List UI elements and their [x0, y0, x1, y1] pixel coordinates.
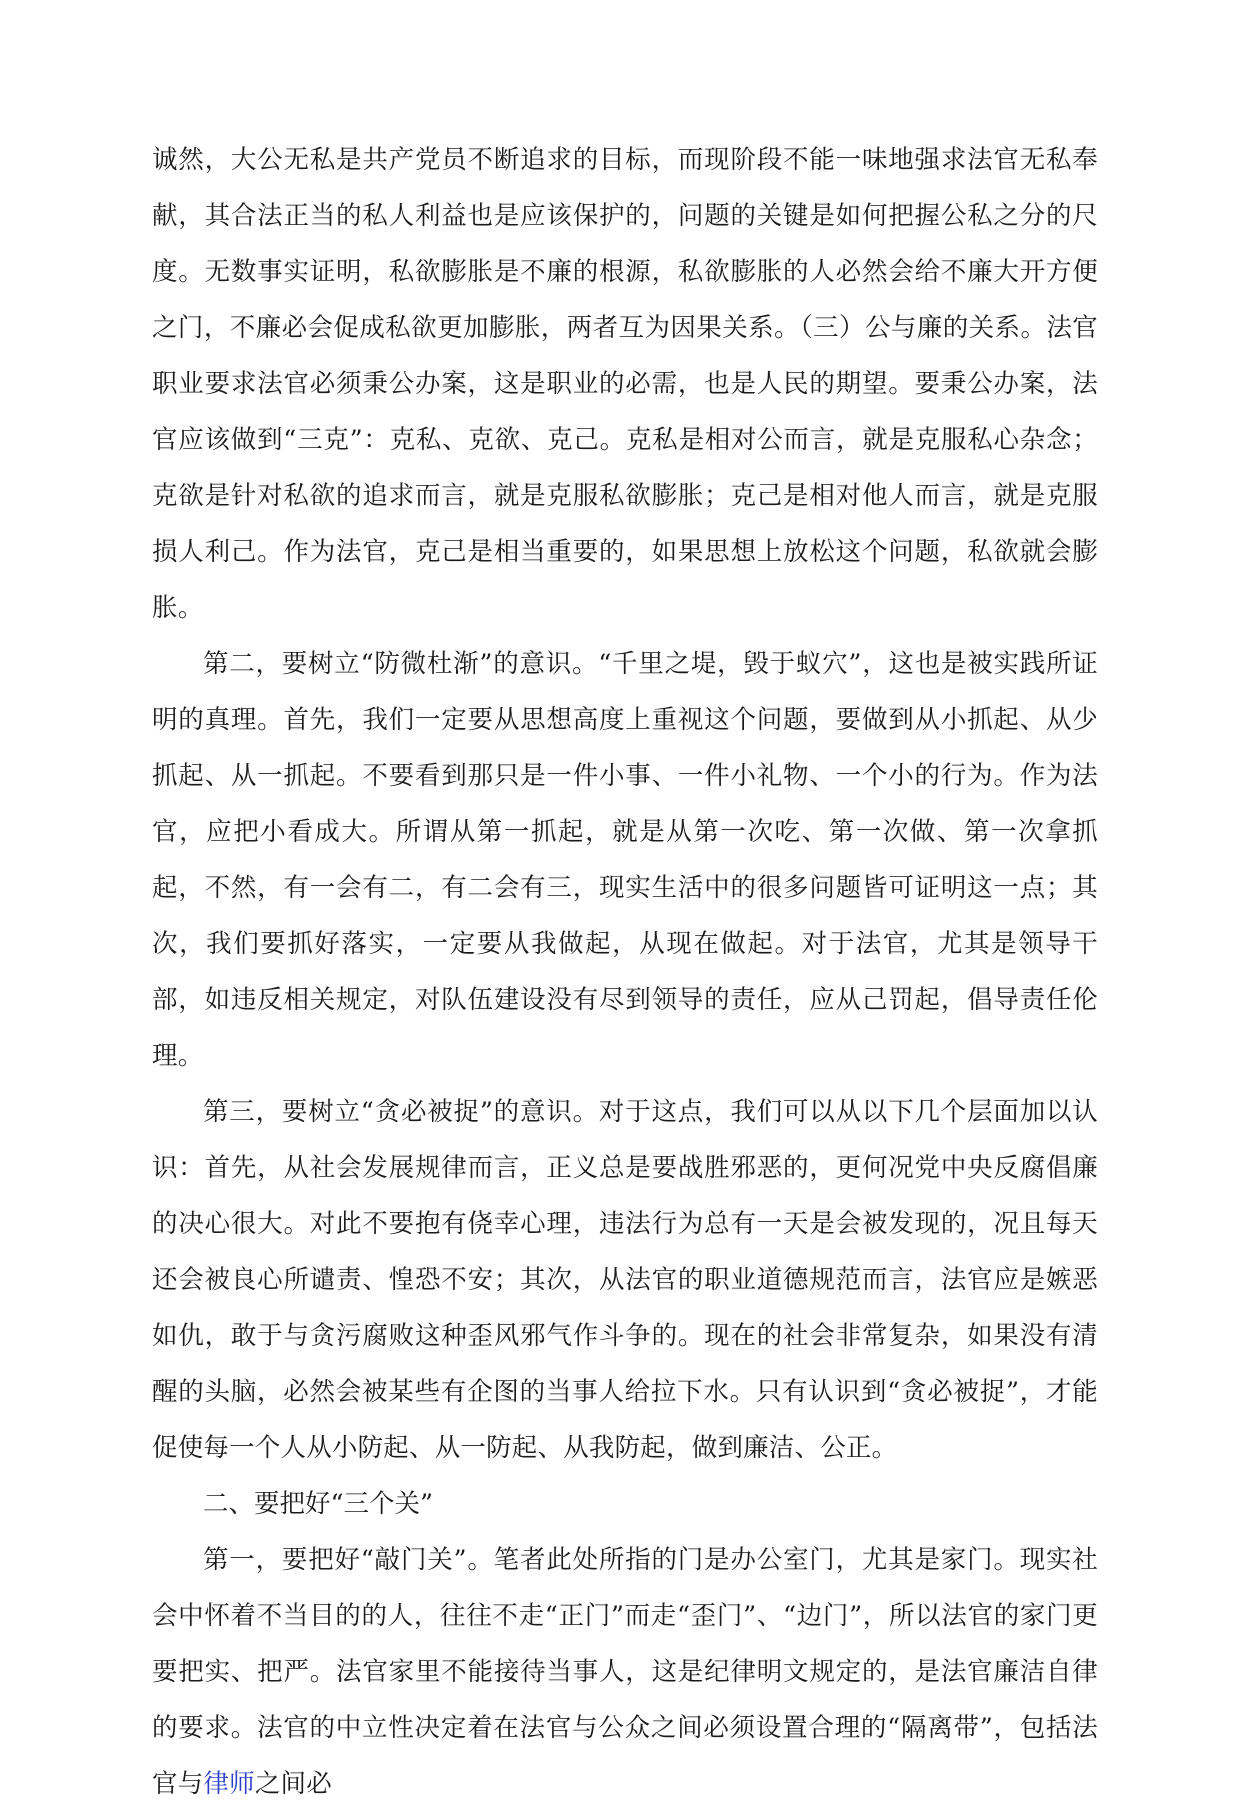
paragraph-4-text-before: 第一，要把好“敲门关”。笔者此处所指的门是办公室门，尤其是家门。现实社会中怀着不当目的的人，往往不走“正门”而走“歪门”、“边门”，所以法官的家门更要把实、把严。法官家里不能接待当事人，这是纪律明文规定的，是法官廉洁自律的要求。法官的中立性决定着在法官与公众之间必须设置合理的“隔离带”，包括法官与	[152, 1545, 1098, 1799]
document-page	[152, 132, 1098, 1812]
paragraph-2: 第二，要树立“防微杜渐”的意识。“千里之堤，毁于蚁穴”，这也是被实践所证明的真理。首先，我们一定要从思想高度上重视这个问题，要做到从小抓起、从少抓起、从一抓起。不要看到那只是一件小事、一件小礼物、一个小的行为。作为法官，应把小看成大。所谓从第一抓起，就是从第一次吃、第一次做、第一次拿抓起，不然，有一会有二，有二会有三，现实生活中的很多问题皆可证明这一点；其次，我们要抓好落实，一定要从我做起，从现在做起。对于法官，尤其是领导干部，如违反相关规定，对队伍建设没有尽到领导的责任，应从己罚起，倡导责任伦理。	[152, 649, 1098, 1071]
section-heading: 二、要把好“三个关”	[203, 1489, 434, 1519]
paragraph-4	[152, 1532, 1098, 1812]
paragraph-4-text-after: 之间必	[254, 1769, 332, 1799]
lawyer-link[interactable]: 律师	[203, 1769, 255, 1799]
paragraph-3: 第三，要树立“贪必被捉”的意识。对于这点，我们可以从以下几个层面加以认识：首先，从社会发展规律而言，正义总是要战胜邪恶的，更何况党中央反腐倡廉的决心很大。对此不要抱有侥幸心理，违法行为总有一天是会被发现的，况且每天还会被良心所谴责、惶恐不安；其次，从法官的职业道德规范而言，法官应是嫉恶如仇，敢于与贪污腐败这种歪风邪气作斗争的。现在的社会非常复杂，如果没有清醒的头脑，必然会被某些有企图的当事人给拉下水。只有认识到“贪必被捉”，才能促使每一个人从小防起、从一防起、从我防起，做到廉洁、公正。	[152, 1097, 1098, 1463]
paragraph-1: 诚然，大公无私是共产党员不断追求的目标，而现阶段不能一味地强求法官无私奉献，其合法正当的私人利益也是应该保护的，问题的关键是如何把握公私之分的尺度。无数事实证明，私欲膨胀是不廉的根源，私欲膨胀的人必然会给不廉大开方便之门，不廉必会促成私欲更加膨胀，两者互为因果关系。（三）公与廉的关系。法官职业要求法官必须秉公办案，这是职业的必需，也是人民的期望。要秉公办案，法官应该做到“三克”：克私、克欲、克己。克私是相对公而言，就是克服私心杂念；克欲是针对私欲的追求而言，就是克服私欲膨胀；克己是相对他人而言，就是克服损人利己。作为法官，克己是相当重要的，如果思想上放松这个问题，私欲就会膨胀。	[152, 145, 1098, 623]
